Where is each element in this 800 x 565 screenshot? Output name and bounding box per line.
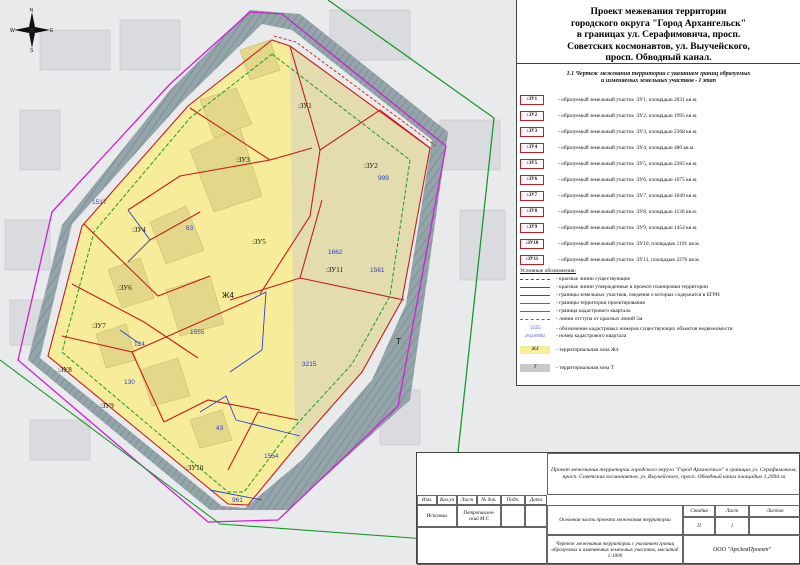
label-zu8: :ЗУ8: [58, 366, 72, 374]
num-1517: 1517: [92, 199, 107, 206]
parcel-row-zu7: [520, 190, 697, 202]
parcel-code: :ЗУ5: [520, 159, 544, 169]
parcel-desc: - образуемый земельный участок :ЗУ10, площадью 1191 кв.м.: [558, 241, 700, 247]
label-zu5: :ЗУ5: [252, 238, 266, 246]
parcel-code: :ЗУ3: [520, 127, 544, 137]
legend-text: - границы территории проектирования: [556, 300, 645, 306]
sheet-title-line-2: и изменяемых земельных участков - I этап: [600, 78, 717, 84]
sheet-title: [517, 71, 800, 85]
parcel-code: :ЗУ1: [520, 95, 544, 105]
label-zone-t: Т: [396, 337, 401, 346]
stamp-h-stadia: Стадия: [683, 505, 715, 517]
num-999: 999: [378, 175, 389, 182]
parcel-code: :ЗУ11: [520, 255, 544, 265]
legend-quarter-number: 29:22:050502 - номер кадастрового квартала: [525, 333, 627, 339]
parcel-row-zu6: [520, 174, 697, 186]
label-zone-j4: Ж4: [222, 291, 234, 300]
legend-cadastral-block: [520, 307, 630, 315]
title-line-1: Проект межевания территории: [590, 6, 727, 17]
stamp-org: ООО "АрхЗемПроект": [683, 535, 800, 565]
stamp-drawing: Чертеж межевания территории с указанием границ образуемых и изменяемых земельных участков, масштаб 1:1000: [547, 535, 683, 565]
label-zu3: :ЗУ3: [236, 156, 250, 164]
legend-red-existing: [520, 275, 630, 283]
legend-text: - номер кадастрового квартала: [556, 333, 627, 339]
legend-zone-j4: Ж4 - территориальная зона Ж4: [520, 346, 618, 354]
legend-egrn-parcels: [520, 291, 720, 299]
sheet-title-line-1: 1.1 Чертеж межевания территории с указанием границ образуемых: [566, 71, 751, 77]
stamp-h-ndok: № док.: [477, 495, 501, 505]
num-124: 124: [134, 341, 145, 348]
parcel-desc: - образуемый земельный участок :ЗУ11, площадью 2276 кв.м.: [558, 257, 700, 263]
stamp-listov: [749, 517, 800, 535]
label-zu10: :ЗУ10: [186, 464, 204, 472]
stamp-signature: [501, 505, 525, 527]
stamp-h-kol: Кол.уч: [437, 495, 457, 505]
num-1555: 1555: [190, 329, 205, 336]
stamp-h-izm: Изм.: [417, 495, 437, 505]
stamp-part: Основная часть проекта межевания территории: [547, 505, 683, 535]
label-zu1: :ЗУ1: [298, 102, 312, 110]
stamp-h-listov: Листов: [749, 505, 800, 517]
stamp-ispolnil: Исполнил: [417, 505, 457, 527]
legend-text: - линии отступа от красных линий 5м: [556, 316, 643, 322]
label-zu4: :ЗУ4: [132, 226, 146, 234]
legend-text: - обозначение кадастровых номеров существующих объектов недвижимости: [556, 326, 733, 332]
title-line-5: просп. Обводный канал.: [605, 52, 712, 64]
label-zu6: :ЗУ6: [118, 284, 132, 292]
legend-text: - красные линии существующие: [556, 276, 631, 282]
label-zu11: :ЗУ11: [326, 266, 343, 274]
stamp-list: 1: [715, 517, 749, 535]
project-title: [516, 0, 800, 64]
label-zu7: :ЗУ7: [92, 322, 106, 330]
num-1662: 1662: [328, 249, 343, 256]
label-zu2: :ЗУ2: [364, 162, 378, 170]
legend-setback: [520, 315, 642, 323]
parcel-row-zu11: [520, 254, 700, 266]
legend-heading: Условные обозначения:: [520, 268, 576, 274]
legend-text: - территориальная зона Т: [556, 365, 615, 371]
parcel-desc: - образуемый земельный участок :ЗУ4, площадью 480 кв.м.: [558, 145, 695, 151]
parcel-code: :ЗУ7: [520, 191, 544, 201]
label-zu9: :ЗУ9: [100, 402, 114, 410]
legend-text: - территориальная зона Ж4: [556, 347, 619, 353]
parcel-desc: - образуемый земельный участок :ЗУ2, площадью 1995 кв.м.: [558, 113, 698, 119]
parcel-row-zu9: [520, 222, 697, 234]
legend-red-approved: [520, 283, 708, 291]
num-130: 130: [124, 379, 135, 386]
stamp-date: [525, 505, 547, 527]
compass-e: E: [50, 28, 54, 34]
stamp-blank: [417, 527, 547, 565]
num-1561: 1561: [370, 267, 385, 274]
parcel-code: :ЗУ6: [520, 175, 544, 185]
stamp-h-list: Лист: [457, 495, 477, 505]
parcel-desc: - образуемый земельный участок :ЗУ8, площадью 1136 кв.м.: [558, 209, 698, 215]
compass-w: W: [10, 28, 15, 34]
parcel-row-zu8: [520, 206, 697, 218]
title-line-3: в границах ул. Серафимовича, просп.: [576, 29, 741, 41]
stamp-h-date: Дата: [525, 495, 547, 505]
stamp-executor: Петропавлов-ский М.С: [457, 505, 501, 527]
legend-panel: [516, 64, 800, 386]
parcel-code: :ЗУ2: [520, 111, 544, 121]
parcel-row-zu4: [520, 142, 695, 154]
parcel-code: :ЗУ9: [520, 223, 544, 233]
compass-rose-icon: [10, 8, 54, 52]
compass-n: N: [29, 8, 34, 14]
stamp-h-podp: Подп.: [501, 495, 525, 505]
parcel-desc: - образуемый земельный участок :ЗУ3, площадью 2368 кв.м.: [558, 129, 698, 135]
parcel-row-zu1: [520, 94, 697, 106]
stamp-stadia: П: [683, 517, 715, 535]
stamp-h-list2: Лист: [715, 505, 749, 517]
parcel-desc: - образуемый земельный участок :ЗУ1, площадью 2031 кв.м.: [558, 97, 698, 103]
legend-text: - границы земельных участков, сведения о которых содержатся в ЕГРН: [556, 292, 720, 298]
parcel-desc: - образуемый земельный участок :ЗУ7, площадью 1049 кв.м.: [558, 193, 698, 199]
compass-s: S: [30, 48, 34, 52]
title-line-4: Советских космонавтов, ул. Выучейского,: [567, 40, 750, 52]
parcel-row-zu5: [520, 158, 697, 170]
parcel-row-zu3: [520, 126, 697, 138]
legend-zone-t: Т - территориальная зона Т: [520, 364, 614, 372]
title-stamp: [416, 452, 800, 564]
parcel-desc: - образуемый земельный участок :ЗУ6, площадью 1075 кв.м.: [558, 177, 698, 183]
legend-text: - красные линии утвержденные в проекте планировки территории: [556, 284, 708, 290]
stamp-project-name: Проект межевания территории городского округа "Город Архангельск" в границах ул. Серафимовича, просп. Советских космонавтов, ул. Выучейского, просп. Обводный канал площадью 1,2094 га: [547, 453, 800, 495]
parcel-row-zu10: [520, 238, 700, 250]
num-63: 63: [186, 225, 194, 232]
parcel-code: :ЗУ8: [520, 207, 544, 217]
parcel-code: :ЗУ10: [520, 239, 544, 249]
legend-project-boundary: [520, 299, 645, 307]
parcel-desc: - образуемый земельный участок :ЗУ5, площадью 2285 кв.м.: [558, 161, 698, 167]
legend-text: - граница кадастрового квартала: [556, 308, 631, 314]
parcel-code: :ЗУ4: [520, 143, 544, 153]
parcel-desc: - образуемый земельный участок :ЗУ9, площадью 1454 кв.м.: [558, 225, 698, 231]
title-line-2: городского округа "Город Архангельск": [570, 17, 747, 29]
num-43: 43: [216, 425, 224, 432]
num-1554: 1554: [264, 453, 279, 460]
num-3215: 3215: [302, 361, 317, 368]
num-961: 961: [232, 497, 243, 504]
parcel-row-zu2: [520, 110, 697, 122]
legend-cadastral-numbers: :1555 - обозначение кадастровых номеров существующих объектов недвижимости: [529, 326, 733, 332]
